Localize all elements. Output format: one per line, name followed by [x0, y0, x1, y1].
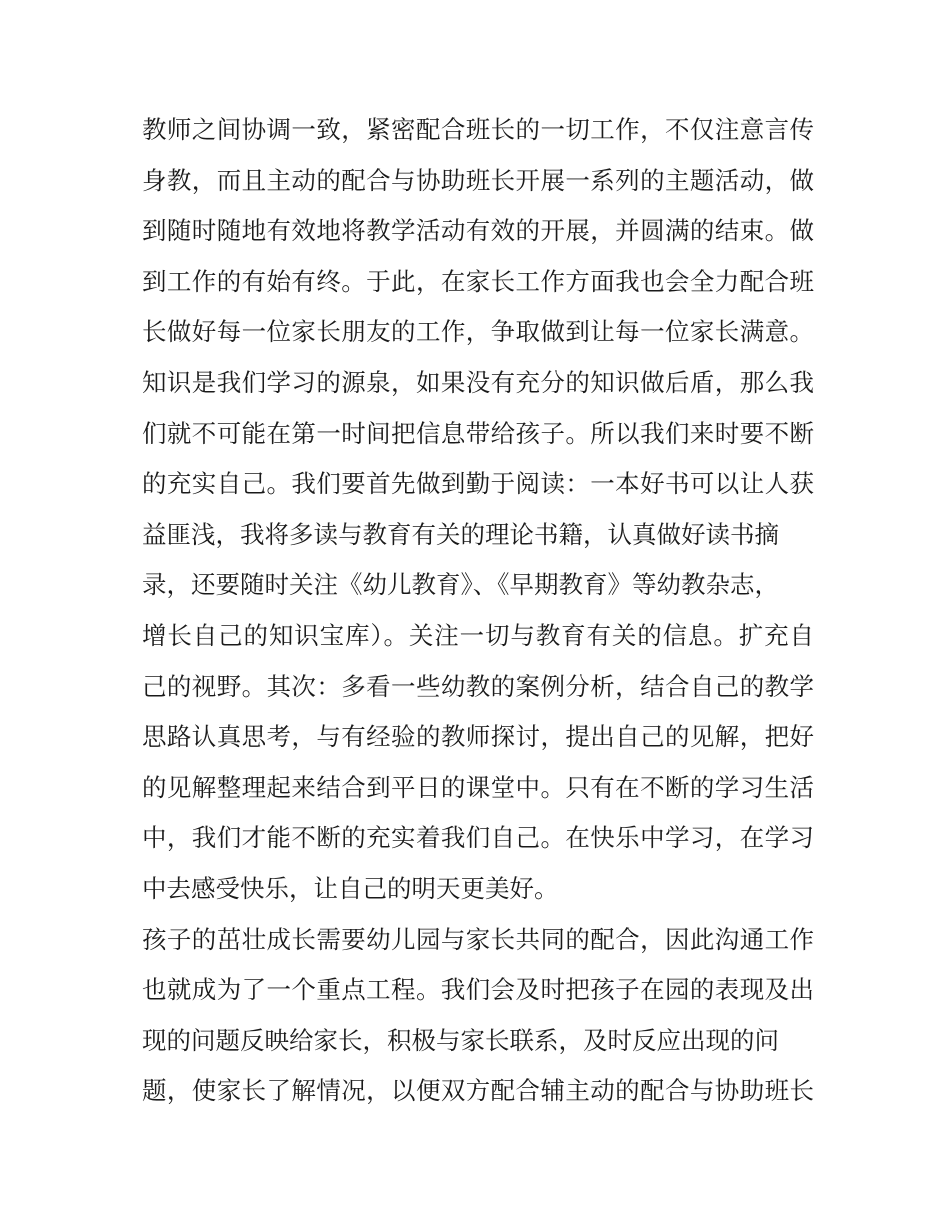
text-line: 中，我们才能不断的充实着我们自己。在快乐中学习，在学习 [142, 823, 814, 853]
text-line: 身教，而且主动的配合与协助班长开展一系列的主题活动，做 [142, 165, 814, 195]
text-line: 知识是我们学习的源泉，如果没有充分的知识做后盾，那么我 [142, 367, 814, 397]
text-line: 现的问题反映给家长，积极与家长联系，及时反应出现的问 [142, 1025, 779, 1055]
text-line: 也就成为了一个重点工程。我们会及时把孩子在园的表现及出 [142, 975, 814, 1005]
document-body [142, 105, 814, 1117]
text-line: 教师之间协调一致，紧密配合班长的一切工作，不仅注意言传 [142, 115, 814, 144]
text-line: 增长自己的知识宝库）。关注一切与教育有关的信息。扩充自 [142, 620, 814, 650]
text-line: 到工作的有始有终。于此，在家长工作方面我也会全力配合班 [142, 266, 814, 296]
text-line: 长做好每一位家长朋友的工作，争取做到让每一位家长满意。 [142, 317, 814, 347]
text-line: 益匪浅，我将多读与教育有关的理论书籍，认真做好读书摘 [142, 519, 779, 549]
text-line: 们就不可能在第一时间把信息带给孩子。所以我们来时要不断 [142, 418, 814, 448]
text-line: 中去感受快乐，让自己的明天更美好。 [142, 873, 559, 903]
text-line: 到随时随地有效地将教学活动有效的开展，并圆满的结束。做 [142, 216, 814, 246]
text-line: 孩子的茁壮成长需要幼儿园与家长共同的配合，因此沟通工作 [142, 924, 814, 954]
text-line: 的充实自己。我们要首先做到勤于阅读：一本好书可以让人获 [142, 469, 814, 499]
text-line: 录，还要随时关注《幼儿教育》、《早期教育》等幼教杂志， [142, 570, 779, 600]
text-line: 己的视野。其次：多看一些幼教的案例分析，结合自己的教学 [142, 671, 814, 701]
text-line: 题，使家长了解情况，以便双方配合辅主动的配合与协助班长 [142, 1076, 814, 1106]
text-line: 的见解整理起来结合到平日的课堂中。只有在不断的学习生活 [142, 772, 814, 802]
text-line: 思路认真思考，与有经验的教师探讨，提出自己的见解，把好 [142, 722, 814, 752]
